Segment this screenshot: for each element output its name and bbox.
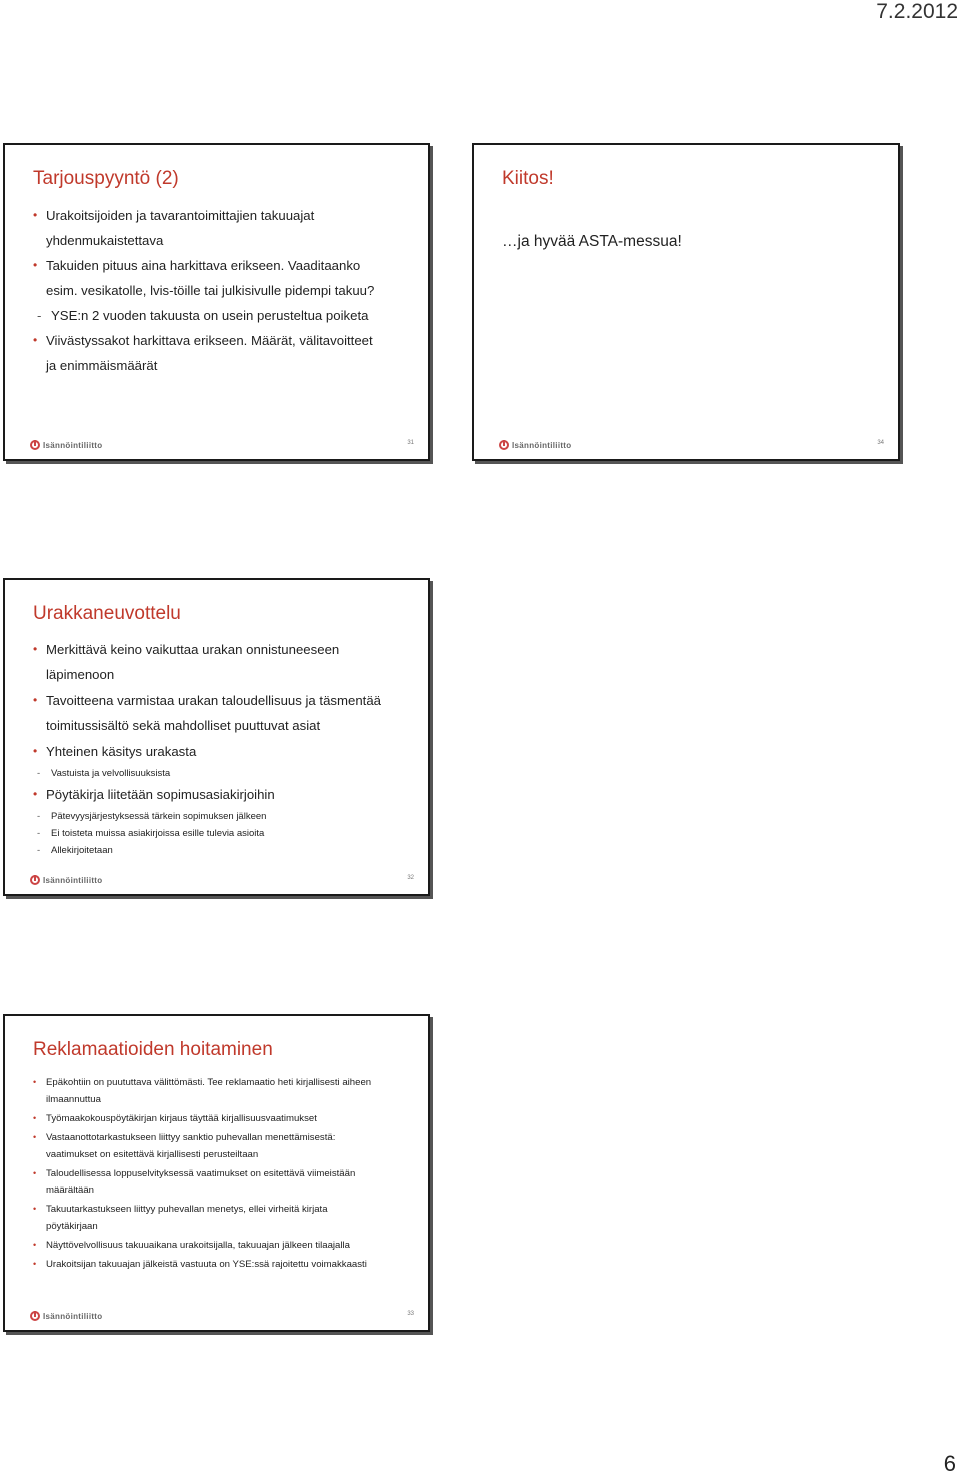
bullet-item: • Viivästyssakot harkittava erikseen. Määrät, välitavoitteet ja enimmäismäärät: [33, 328, 410, 378]
slide-footer: [499, 439, 884, 453]
slide-33: [3, 1014, 430, 1332]
slide-32: [3, 578, 430, 896]
sub-bullet-item: - Ei toisteta muissa asiakirjoissa esille tulevia asioita: [33, 825, 410, 842]
isannointiliitto-logo: Isännöintiliitto: [30, 875, 102, 885]
slide-body: [33, 203, 410, 378]
slide-footer: [30, 439, 414, 453]
sub-bullet-item: - YSE:n 2 vuoden takuusta on usein perusteltua poiketa: [33, 303, 410, 328]
slide-footer: [30, 1310, 414, 1324]
bullet-item: • Yhteinen käsitys urakasta: [33, 739, 410, 764]
bullet-item: • Työmaakokouspöytäkirjan kirjaus täyttää kirjallisuusvaatimukset: [33, 1110, 410, 1127]
slide-subtitle: …ja hyvää ASTA-messua!: [502, 233, 682, 250]
slide-body: [33, 1074, 410, 1275]
bullet-item: • Takuiden pituus aina harkittava erikseen. Vaaditaanko esim. vesikatolle, lvis-töille tai julkisivulle pidempi takuu?: [33, 253, 410, 303]
logo-mark-icon: [30, 440, 40, 450]
bullet-item: • Epäkohtiin on puututtava välittömästi. Tee reklamaatio heti kirjallisesti aiheen ilmaannuttua: [33, 1074, 410, 1108]
bullet-item: • Vastaanottotarkastukseen liittyy sanktio puhevallan menettämisestä: vaatimukset on esitettävä kirjallisesti perusteiltaan: [33, 1129, 410, 1163]
bullet-item: • Näyttövelvollisuus takuuaikana urakoitsijalla, takuuajan jälkeen tilaajalla: [33, 1237, 410, 1254]
slide-31: [3, 143, 430, 461]
sub-bullet-item: - Vastuista ja velvollisuuksista: [33, 765, 410, 782]
slide-title: Reklamaatioiden hoitaminen: [33, 1039, 273, 1060]
bullet-item: • Taloudellisessa loppuselvityksessä vaatimukset on esitettävä viimeistään määrältään: [33, 1165, 410, 1199]
isannointiliitto-logo: Isännöintiliitto: [30, 1311, 102, 1321]
slide-body: [33, 637, 410, 859]
sub-bullet-item: - Allekirjoitetaan: [33, 842, 410, 859]
logo-mark-icon: [499, 440, 509, 450]
isannointiliitto-logo: Isännöintiliitto: [499, 440, 571, 450]
slide-34: [472, 143, 900, 461]
bullet-item: • Takuutarkastukseen liittyy puhevallan menetys, ellei virheitä kirjata pöytäkirjaan: [33, 1201, 410, 1235]
bullet-item: • Urakoitsijoiden ja tavarantoimittajien takuuajat yhdenmukaistettava: [33, 203, 410, 253]
slide-number: 31: [407, 440, 414, 446]
slide-number: 32: [407, 875, 414, 881]
logo-mark-icon: [30, 875, 40, 885]
bullet-item: • Urakoitsijan takuuajan jälkeistä vastuuta on YSE:ssä rajoitettu voimakkaasti: [33, 1256, 410, 1273]
slide-title: Tarjouspyyntö (2): [33, 168, 179, 189]
sub-bullet-item: - Pätevyysjärjestyksessä tärkein sopimuksen jälkeen: [33, 808, 410, 825]
slide-title: Kiitos!: [502, 168, 554, 189]
slide-title: Urakkaneuvottelu: [33, 603, 181, 624]
header-date: 7.2.2012: [876, 0, 958, 23]
slide-footer: [30, 874, 414, 888]
logo-mark-icon: [30, 1311, 40, 1321]
bullet-item: • Merkittävä keino vaikuttaa urakan onnistuneeseen läpimenoon: [33, 637, 410, 687]
slide-number: 34: [877, 440, 884, 446]
bullet-item: • Tavoitteena varmistaa urakan taloudellisuus ja täsmentää toimitussisältö sekä mahdolliset puuttuvat asiat: [33, 688, 410, 738]
page-number: 6: [943, 1451, 956, 1476]
bullet-item: • Pöytäkirja liitetään sopimusasiakirjoihin: [33, 782, 410, 807]
slide-number: 33: [407, 1311, 414, 1317]
isannointiliitto-logo: Isännöintiliitto: [30, 440, 102, 450]
